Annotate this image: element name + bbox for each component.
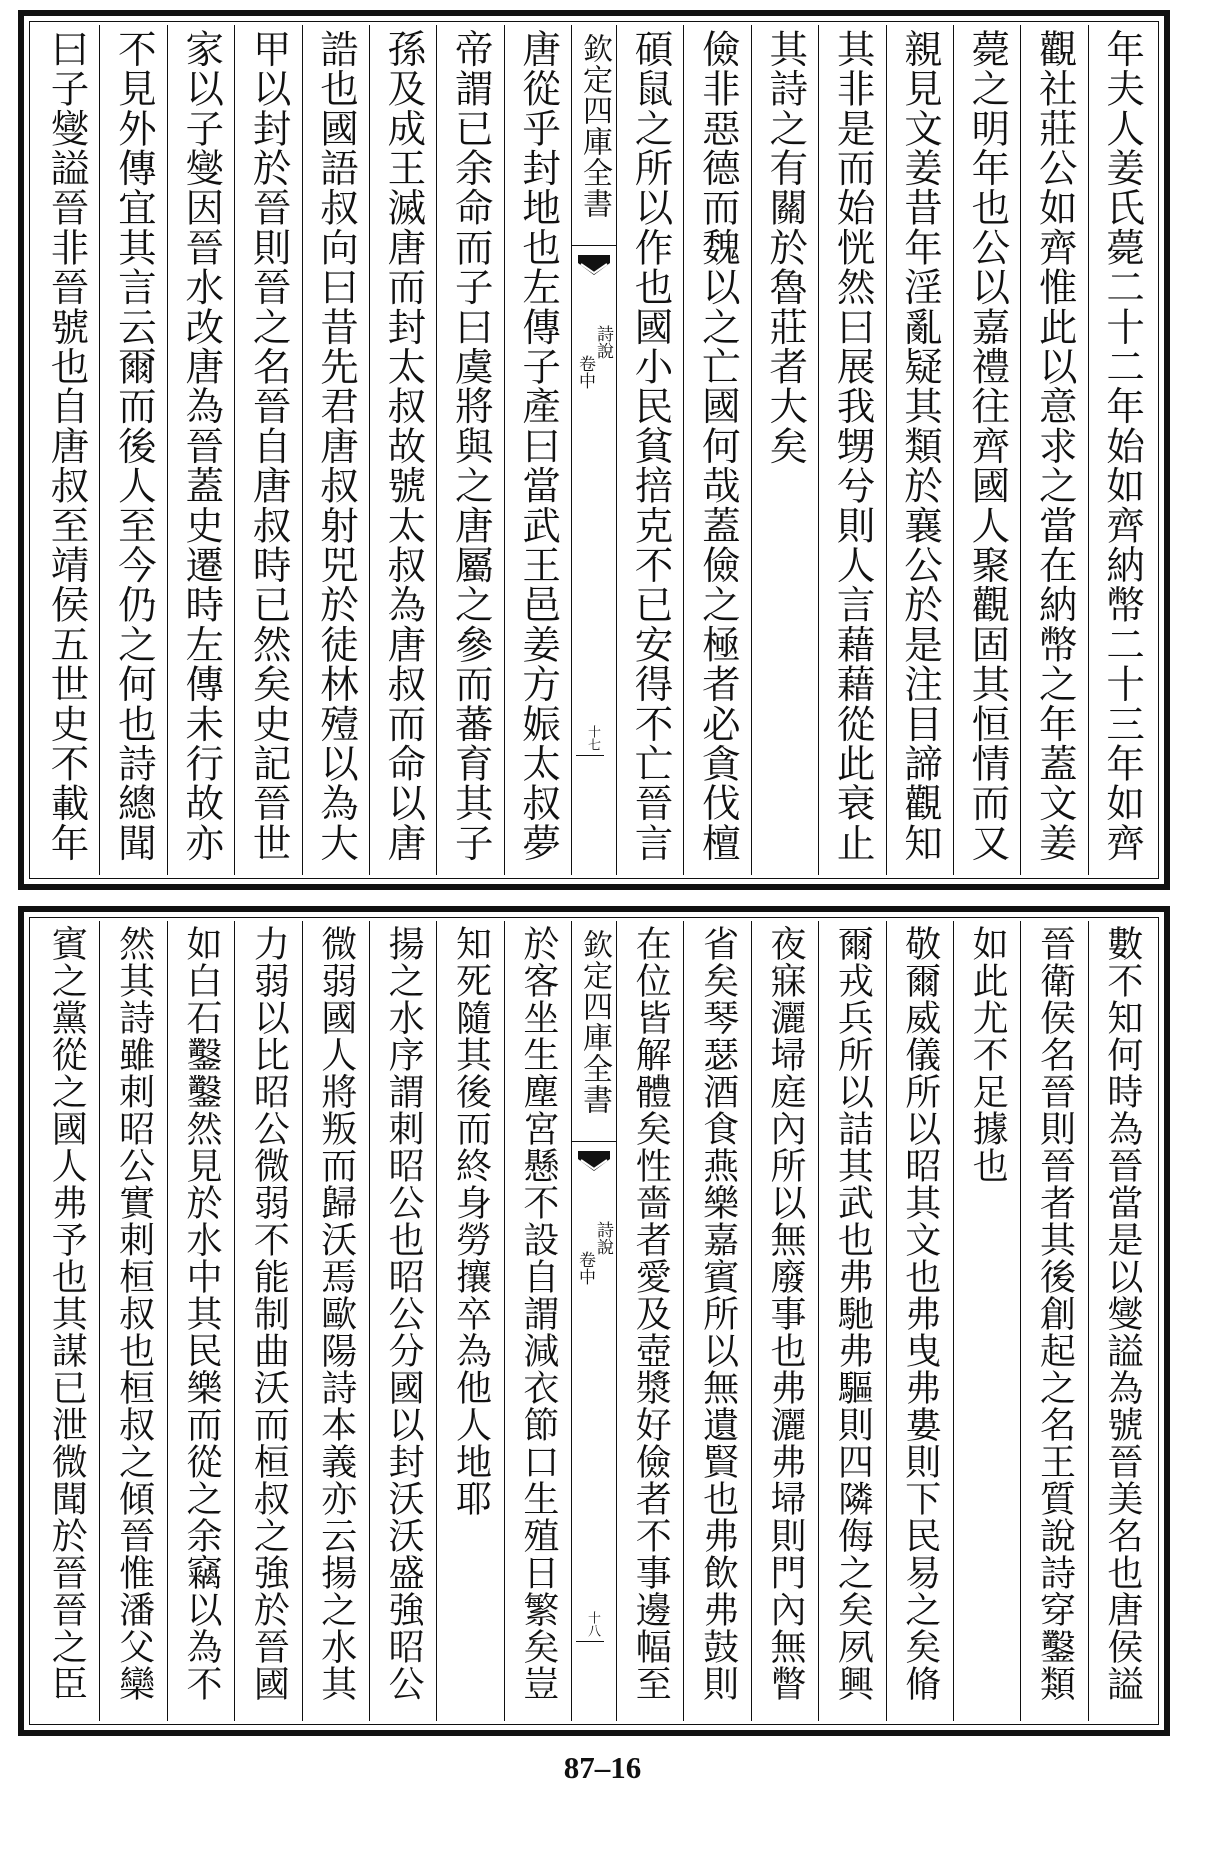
text-column: 碩鼠之所以作也國小民貧掊克不已安得不亡晉言 [616, 25, 683, 875]
center-spine [571, 921, 616, 1721]
upper-page [18, 10, 1170, 890]
text-column: 親見文姜昔年淫亂疑其類於襄公於是注目諦觀知 [886, 25, 953, 875]
text-column: 在位皆解體矣性嗇者愛及壺漿好儉者不事邊幅至 [616, 921, 683, 1721]
text-column: 敬爾威儀所以昭其文也弗曳弗婁則下民易之矣脩 [886, 921, 953, 1721]
text-column: 如此尤不足據也 [953, 921, 1020, 1721]
book-title: 欽定四庫全書 [572, 33, 616, 246]
text-column: 力弱以比昭公微弱不能制曲沃而桓叔之強於晉國 [234, 921, 301, 1721]
center-spine [571, 25, 616, 875]
text-column: 省矣琴瑟酒食燕樂嘉賓所以無遺賢也弗飲弗鼓則 [683, 921, 750, 1721]
text-column: 薨之明年也公以嘉禮往齊國人聚觀固其恒情而又 [953, 25, 1020, 875]
text-column: 爾戎兵所以詰其武也弗馳弗驅則四隣侮之矣夙興 [818, 921, 885, 1721]
text-column: 夜寐灑埽庭內所以無廢事也弗灑弗埽則門內無瞥 [751, 921, 818, 1721]
text-column: 賓之黨從之國人弗予也其謀已泄微聞於晉晉之臣 [46, 925, 88, 1702]
text-column: 微弱國人將叛而歸沃焉歐陽詩本義亦云揚之水其 [302, 921, 369, 1721]
text-column: 不見外傳宜其言云爾而後人至今仍之何也詩總聞 [99, 25, 166, 875]
text-column: 如白石鑿鑿然見於水中其民樂而從之余竊以為不 [167, 921, 234, 1721]
text-column: 其詩之有關於魯莊者大矣 [751, 25, 818, 875]
text-column: 曰子燮謚晉非晉號也自唐叔至靖侯五世史不載年 [44, 29, 90, 863]
text-column: 孫及成王滅唐而封太叔故號太叔為唐叔而命以唐 [369, 25, 436, 875]
text-column: 誥也國語叔向曰昔先君唐叔射兕於徒林殪以為大 [302, 25, 369, 875]
section-volume: 卷中 [575, 1251, 595, 1285]
text-column: 揚之水序謂刺昭公也昭公分國以封沃沃盛強昭公 [369, 921, 436, 1721]
fish-tail-mark-icon [577, 1149, 611, 1175]
text-column: 帝謂已余命而子曰虞將與之唐屬之參而蕃育其子 [436, 25, 503, 875]
text-column: 於客坐生塵宮懸不設自謂減衣節口生殖日繁矣豈 [504, 921, 571, 1721]
lower-page [18, 906, 1170, 1736]
folio-number: 十八 [585, 1611, 600, 1637]
section-title: 詩說 [593, 325, 613, 359]
section-volume: 卷中 [575, 355, 595, 389]
page-footer-number: 87–16 [563, 1750, 642, 1785]
text-column: 年夫人姜氏薨二十二年始如齊納幣二十三年如齊 [1088, 25, 1155, 875]
text-column: 知死隨其後而終身勞攘卒為他人地耶 [436, 921, 503, 1721]
text-column: 儉非惡德而魏以之亡國何哉蓋儉之極者必貪伐檀 [683, 25, 750, 875]
text-column: 數不知何時為晉當是以燮謚為號晉美名也唐侯謚 [1088, 921, 1155, 1721]
text-column: 甲以封於晉則晉之名晉自唐叔時已然矣史記晉世 [234, 25, 301, 875]
text-column: 唐從乎封地也左傳子產曰當武王邑姜方娠太叔夢 [504, 25, 571, 875]
folio-number: 十七 [585, 725, 600, 751]
text-column: 觀社莊公如齊惟此以意求之當在納幣之年蓋文姜 [1020, 25, 1087, 875]
upper-page-columns [33, 25, 1155, 875]
text-column: 然其詩雖刺昭公實刺桓叔也桓叔之傾晉惟潘父欒 [99, 921, 166, 1721]
text-column: 其非是而始恍然曰展我甥兮則人言藉藉從此衰止 [818, 25, 885, 875]
lower-page-columns [33, 921, 1155, 1721]
fish-tail-mark-icon [577, 253, 611, 279]
book-title: 欽定四庫全書 [572, 929, 616, 1142]
text-column: 家以子燮因晉水改唐為晉蓋史遷時左傳未行故亦 [167, 25, 234, 875]
text-column: 晉衛侯名晉則晉者其後創起之名王質說詩穿鑿類 [1020, 921, 1087, 1721]
section-title: 詩說 [593, 1221, 613, 1255]
